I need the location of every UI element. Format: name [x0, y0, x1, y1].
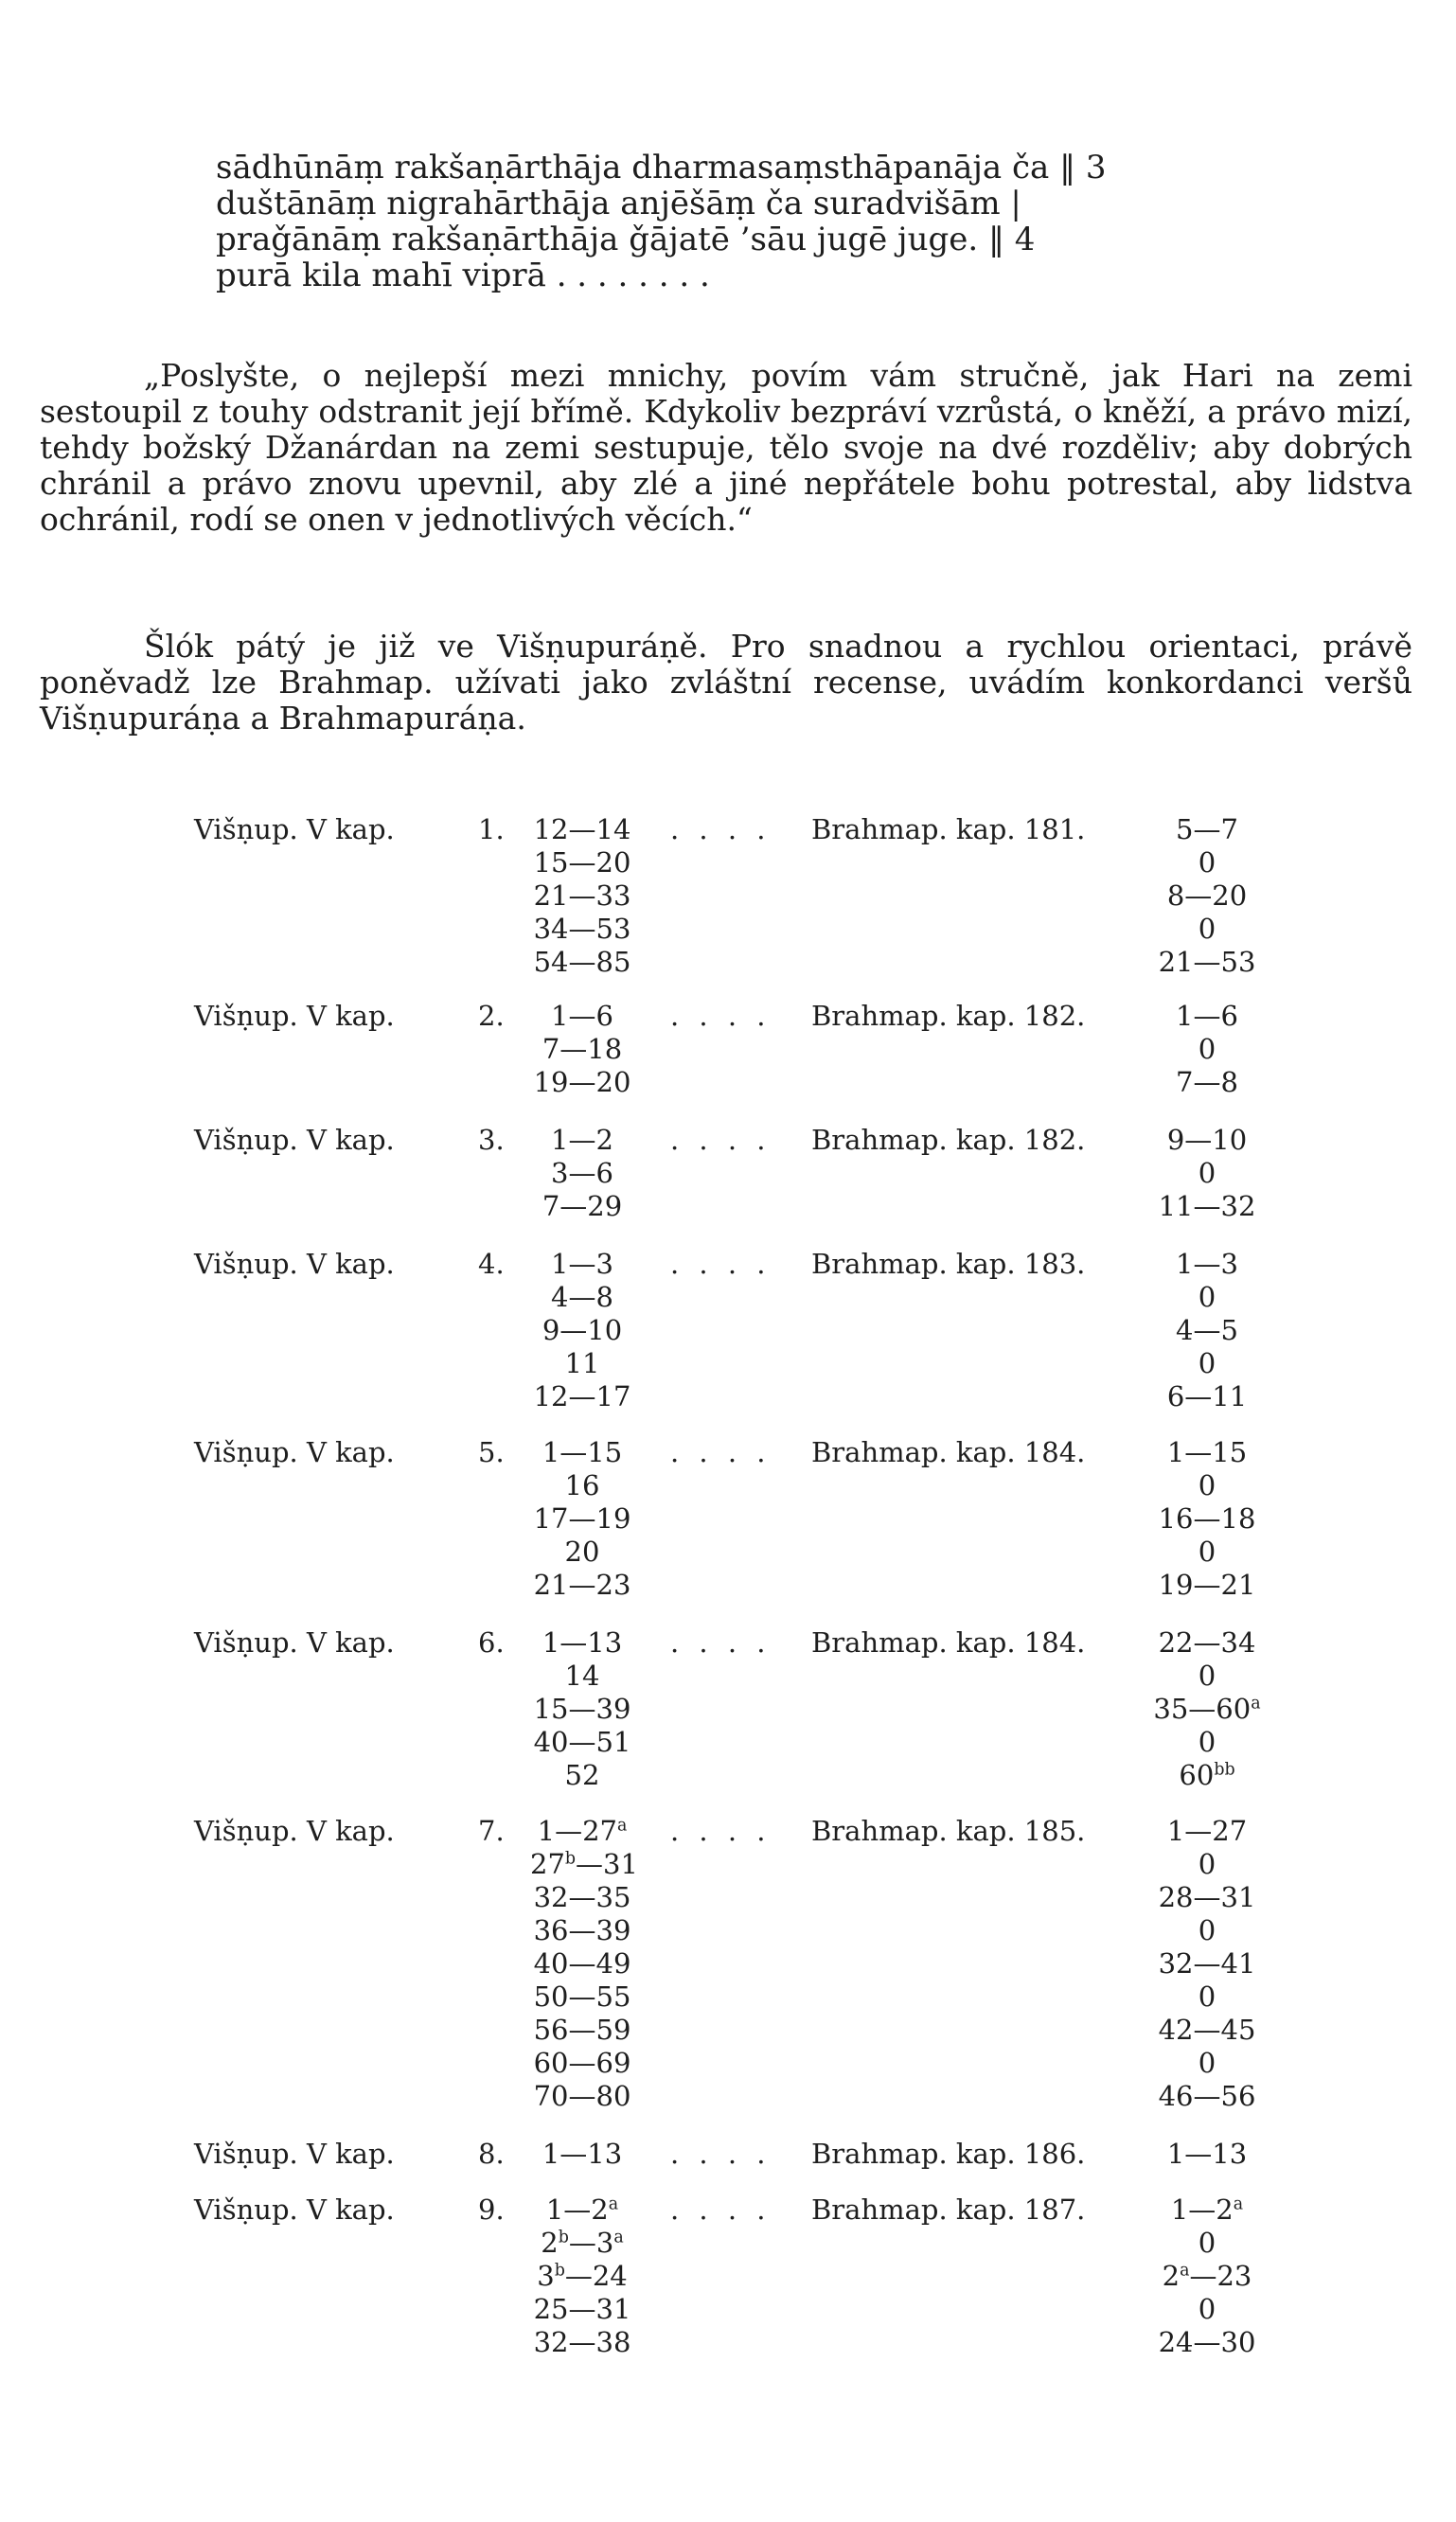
visnupurana-verses: 16	[564, 1469, 600, 1501]
visnupurana-verses: 4—8	[551, 1281, 613, 1313]
leader-dots: . . . .	[670, 2138, 772, 2170]
brahmapurana-verses: 22—34	[1158, 1626, 1256, 1659]
brahmapurana-verses: 7—8	[1176, 1066, 1238, 1098]
concordance-row	[0, 2014, 1456, 2047]
visnupurana-verses: 14	[564, 1660, 600, 1692]
concordance-row	[0, 1660, 1456, 1693]
concordance-row	[0, 1033, 1456, 1066]
visnupurana-verses: 1—6	[551, 1000, 613, 1032]
brahmapurana-verses: 5—7	[1176, 813, 1238, 845]
visnupurana-label: Višṇup. V kap.	[194, 1626, 395, 1659]
concordance-row	[0, 2193, 1456, 2227]
brahmapurana-verses: 35—60$^a$	[1153, 1693, 1261, 1725]
concordance-group	[0, 1815, 1456, 2113]
concordance-row	[0, 1469, 1456, 1502]
visnupurana-verses: 19—20	[533, 1066, 631, 1098]
brh-verse-superscript: a	[1180, 2261, 1190, 2281]
brahmapurana-verses: 28—31	[1158, 1881, 1256, 1913]
brahmapurana-verses: 0	[1198, 1033, 1216, 1065]
concordance-row	[0, 2080, 1456, 2113]
concordance-row	[0, 1124, 1456, 1157]
concordance-row	[0, 2260, 1456, 2293]
concordance-row	[0, 1066, 1456, 1099]
visnupurana-verses: 27$^b$—31	[530, 1848, 638, 1880]
concordance-row	[0, 2293, 1456, 2326]
brahmapurana-label: Brahmap. kap. 186.	[811, 2138, 1086, 2170]
brahmapurana-label: Brahmap. kap. 182.	[811, 1124, 1086, 1156]
visnupurana-label: Višṇup. V kap.	[194, 1000, 395, 1032]
brahmapurana-label: Brahmap. kap. 184.	[811, 1436, 1086, 1468]
visnupurana-chapter: 5.	[478, 1436, 505, 1468]
visnupurana-verses: 1—13	[542, 1626, 623, 1659]
leader-dots: . . . .	[670, 1626, 772, 1659]
brahmapurana-verses: 2$^a$—23	[1162, 2260, 1252, 2292]
visnupurana-verses: 12—17	[533, 1380, 631, 1412]
brahmapurana-verses: 0	[1198, 1660, 1216, 1692]
concordance-group	[0, 813, 1456, 979]
visnupurana-chapter: 8.	[478, 2138, 505, 2170]
concordance-row	[0, 946, 1456, 979]
leader-dots: . . . .	[670, 1436, 772, 1468]
brahmapurana-verses: $60^{bb}$	[1179, 1759, 1235, 1791]
visnupurana-label: Višṇup. V kap.	[194, 813, 395, 845]
brahmapurana-verses: 0	[1198, 1281, 1216, 1313]
brahmapurana-verses: 1—2$^a$	[1170, 2193, 1244, 2226]
visnupurana-verses: 21—23	[533, 1569, 631, 1601]
brahmapurana-label: Brahmap. kap. 183.	[811, 1248, 1086, 1280]
concordance-row	[0, 1157, 1456, 1190]
visnupurana-verses: 1—27$^a$	[537, 1815, 628, 1847]
concordance-group	[0, 2138, 1456, 2171]
concordance-row	[0, 1502, 1456, 1536]
brahmapurana-label: Brahmap. kap. 184.	[811, 1626, 1086, 1659]
visnupurana-verses: 9—10	[542, 1314, 623, 1346]
concordance-row	[0, 1569, 1456, 1602]
visnupurana-verses: 1—2	[551, 1124, 613, 1156]
visnupurana-verses: 3—6	[551, 1157, 613, 1189]
visnupurana-verses: 34—53	[533, 913, 631, 945]
concordance-row	[0, 1248, 1456, 1281]
brahmapurana-verses: 1—13	[1166, 2138, 1248, 2170]
brahmapurana-label: Brahmap. kap. 185.	[811, 1815, 1086, 1847]
brahmapurana-verses: 11—32	[1158, 1190, 1256, 1222]
leader-dots: . . . .	[670, 1815, 772, 1847]
brahmapurana-verses: 4—5	[1176, 1314, 1238, 1346]
sanskrit-verse	[216, 150, 1107, 293]
brahmapurana-verses: 19—21	[1158, 1569, 1256, 1601]
brh-verse-superscript: a	[1251, 1694, 1261, 1714]
brahmapurana-verses: 46—56	[1158, 2080, 1256, 2112]
brahmapurana-label: Brahmap. kap. 187.	[811, 2193, 1086, 2226]
visnupurana-verses: 17—19	[533, 1502, 631, 1535]
brahmapurana-verses: 0	[1198, 1469, 1216, 1501]
brahmapurana-verses: 16—18	[1158, 1502, 1256, 1535]
concordance-row	[0, 1914, 1456, 1947]
brahmapurana-verses: 1—3	[1176, 1248, 1238, 1280]
visnupurana-verses: 52	[564, 1759, 600, 1791]
brahmapurana-verses: 0	[1198, 2047, 1216, 2079]
translation-paragraph: „Poslyšte, o nejlepší mezi mnichy, povím vám stručně, jak Hari na zemi sestoupil z touhy odstranit její břímě. Kdykoliv bezpráví vzrůstá, o kněží, a právo mizí, tehdy božský Džanárdan na zemi sestupuje, tělo svoje na dvé rozděliv; aby dobrých chránil a právo znovu upevnil, aby zlé a jiné nepřátele bohu potrestal, aby lidstva ochránil, rodí se onen v jednotlivých věcích.“	[40, 357, 1412, 538]
concordance-row	[0, 2227, 1456, 2260]
vis-verse-superscript: b	[564, 1849, 577, 1869]
visnupurana-verses: 21—33	[533, 879, 631, 912]
concordance-row	[0, 1380, 1456, 1413]
visnupurana-verses: 1—3	[551, 1248, 613, 1280]
visnupurana-label: Višṇup. V kap.	[194, 1436, 395, 1468]
visnupurana-chapter: 1.	[478, 813, 505, 845]
visnupurana-verses: 36—39	[533, 1914, 631, 1946]
visnupurana-label: Višṇup. V kap.	[194, 2138, 395, 2170]
visnupurana-label: Višṇup. V kap.	[194, 1815, 395, 1847]
visnupurana-verses: 15—39	[533, 1693, 631, 1725]
brh-verse-superscript: a	[1233, 2194, 1244, 2214]
verse-line: purā kila mahī viprā . . . . . . . .	[216, 257, 710, 294]
visnupurana-verses: 40—51	[533, 1726, 631, 1758]
vis-verse-superscript: b	[554, 2261, 565, 2281]
brahmapurana-verses: 21—53	[1158, 946, 1256, 978]
vis-verse-superscript: a	[616, 1816, 628, 1836]
visnupurana-verses: 15—20	[533, 846, 631, 879]
concordance-group	[0, 1248, 1456, 1413]
concordance-row	[0, 1848, 1456, 1881]
concordance-row	[0, 1947, 1456, 1980]
brahmapurana-label: Brahmap. kap. 182.	[811, 1000, 1086, 1032]
concordance-table	[0, 790, 1456, 2359]
brahmapurana-verses: 0	[1198, 2293, 1216, 2325]
visnupurana-verses: 25—31	[533, 2293, 631, 2325]
concordance-group	[0, 1124, 1456, 1223]
concordance-row	[0, 1815, 1456, 1848]
brahmapurana-verses: 0	[1198, 1157, 1216, 1189]
brahmapurana-verses: 0	[1198, 1726, 1216, 1758]
brahmapurana-verses: 24—30	[1158, 2326, 1256, 2358]
concordance-row	[0, 1314, 1456, 1347]
brahmapurana-verses: 8—20	[1166, 879, 1248, 912]
concordance-row	[0, 1536, 1456, 1569]
concordance-row	[0, 913, 1456, 946]
vis-verse-superscript: a	[613, 2228, 624, 2247]
vis-verse-superscript: a	[608, 2194, 619, 2214]
concordance-row	[0, 879, 1456, 913]
brh-verse-superscript: bb	[1214, 1760, 1235, 1780]
visnupurana-chapter: 6.	[478, 1626, 505, 1659]
brahmapurana-verses: 6—11	[1166, 1380, 1248, 1412]
leader-dots: . . . .	[670, 1248, 772, 1280]
visnupurana-label: Višṇup. V kap.	[194, 1124, 395, 1156]
visnupurana-verses: 60—69	[533, 2047, 631, 2079]
leader-dots: . . . .	[670, 2193, 772, 2226]
visnupurana-verses: 54—85	[533, 946, 631, 978]
concordance-row	[0, 1881, 1456, 1914]
concordance-row	[0, 1726, 1456, 1759]
visnupurana-verses: 11	[564, 1347, 600, 1379]
concordance-group	[0, 1436, 1456, 1602]
concordance-row	[0, 1281, 1456, 1314]
concordance-row	[0, 2138, 1456, 2171]
brahmapurana-verses: 32—41	[1158, 1947, 1256, 1980]
visnupurana-verses: 7—29	[542, 1190, 623, 1222]
leader-dots: . . . .	[670, 1124, 772, 1156]
verse-line: praǧānāṃ rakšaṇārthāja ǧājatē ’sāu jugē juge. ‖ 4	[216, 221, 1036, 258]
concordance-row	[0, 1190, 1456, 1223]
brahmapurana-verses: 0	[1198, 846, 1216, 879]
vis-verse-superscript: b	[558, 2228, 569, 2247]
concordance-row	[0, 1759, 1456, 1792]
brahmapurana-verses: 0	[1198, 913, 1216, 945]
visnupurana-chapter: 9.	[478, 2193, 505, 2226]
visnupurana-verses: 32—35	[533, 1881, 631, 1913]
visnupurana-label: Višṇup. V kap.	[194, 2193, 395, 2226]
concordance-row	[0, 2326, 1456, 2359]
visnupurana-verses: 50—55	[533, 1980, 631, 2013]
verse-line: duštānāṃ nigrahārthāja anjēšāṃ ča suradvišām |	[216, 185, 1021, 222]
visnupurana-chapter: 7.	[478, 1815, 505, 1847]
concordance-row	[0, 1347, 1456, 1380]
brahmapurana-verses: 1—15	[1166, 1436, 1248, 1468]
brahmapurana-verses: 0	[1198, 1848, 1216, 1880]
brahmapurana-verses: 42—45	[1158, 2014, 1256, 2046]
brahmapurana-verses: 0	[1198, 1914, 1216, 1946]
visnupurana-verses: 1—15	[542, 1436, 623, 1468]
concordance-row	[0, 813, 1456, 846]
brahmapurana-verses: 0	[1198, 1980, 1216, 2013]
visnupurana-label: Višṇup. V kap.	[194, 1248, 395, 1280]
concordance-row	[0, 1693, 1456, 1726]
concordance-group	[0, 2193, 1456, 2359]
visnupurana-chapter: 3.	[478, 1124, 505, 1156]
visnupurana-chapter: 2.	[478, 1000, 505, 1032]
concordance-group	[0, 1000, 1456, 1099]
visnupurana-verses: 70—80	[533, 2080, 631, 2112]
verse-line: sādhūnāṃ rakšaṇārthāja dharmasaṃsthāpanāja ča ‖ 3	[216, 149, 1107, 186]
concordance-row	[0, 1000, 1456, 1033]
commentary-paragraph: Šlók pátý je již ve Višṇupuráṇě. Pro snadnou a rychlou orientaci, právě poněvadž lze Brahmap. užívati jako zvláštní recense, uvádím konkordanci veršů Višṇupuráṇa a Brahmapuráṇa.	[40, 628, 1412, 737]
visnupurana-verses: 2$^b$—3$^a$	[541, 2227, 624, 2259]
brahmapurana-verses: 0	[1198, 1347, 1216, 1379]
brahmapurana-verses: 0	[1198, 1536, 1216, 1568]
concordance-group	[0, 1626, 1456, 1792]
concordance-row	[0, 1980, 1456, 2014]
brahmapurana-verses: 9—10	[1166, 1124, 1248, 1156]
visnupurana-verses: 3$^b$—24	[537, 2260, 628, 2292]
concordance-row	[0, 1626, 1456, 1660]
brahmapurana-verses: 1—27	[1166, 1815, 1248, 1847]
concordance-row	[0, 2047, 1456, 2080]
concordance-row	[0, 1436, 1456, 1469]
brahmapurana-verses: 0	[1198, 2227, 1216, 2259]
visnupurana-verses: 1—13	[542, 2138, 623, 2170]
visnupurana-verses: 56—59	[533, 2014, 631, 2046]
visnupurana-verses: 7—18	[542, 1033, 623, 1065]
leader-dots: . . . .	[670, 813, 772, 845]
leader-dots: . . . .	[670, 1000, 772, 1032]
visnupurana-verses: 20	[564, 1536, 600, 1568]
visnupurana-verses: 32—38	[533, 2326, 631, 2358]
visnupurana-chapter: 4.	[478, 1248, 505, 1280]
brahmapurana-label: Brahmap. kap. 181.	[811, 813, 1086, 845]
visnupurana-verses: 1—2$^a$	[545, 2193, 619, 2226]
brahmapurana-verses: 1—6	[1176, 1000, 1238, 1032]
visnupurana-verses: 40—49	[533, 1947, 631, 1980]
concordance-row	[0, 846, 1456, 879]
visnupurana-verses: 12—14	[533, 813, 631, 845]
